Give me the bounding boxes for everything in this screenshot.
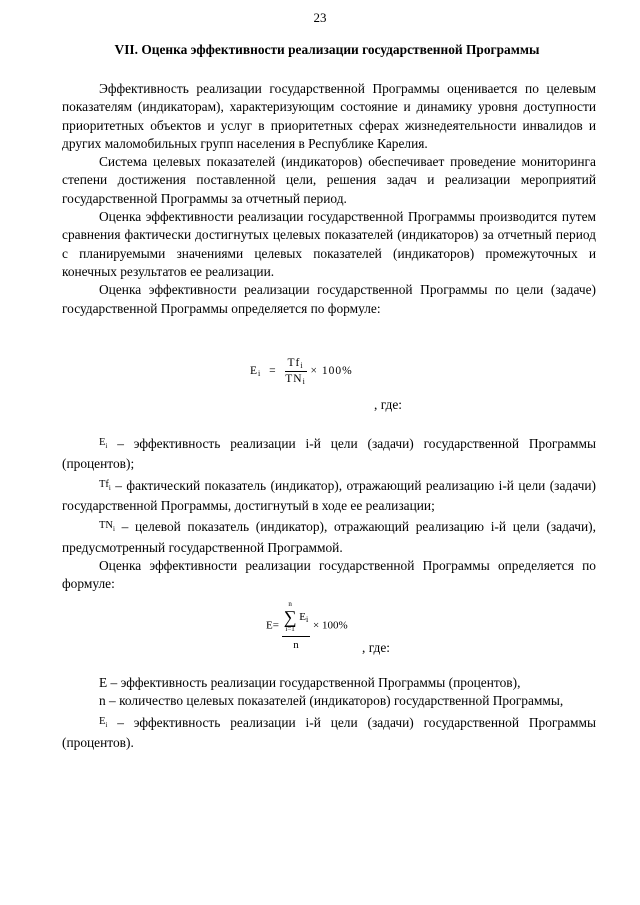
paragraph: Эффективность реализации государственной Программы оценивается по целевым показателям (индикаторам), характеризующим состояние и динамику уровня доступности приоритетных объектов и услуг в приоритетных сферах жизнедеятельности инвалидов и других маломобильных групп населения в Республике Карелия. [62,81,596,151]
term-definition: $^{Tf_i}$ – фактический показатель (индикатор), отражающий реализацию i-й цели (задачи) государственной Программы, достигнутый в ходе ее реализации; [62,477,596,514]
term-definition: $^{TN_i}$ – целевой показатель (индикатор), отражающий реализацию i-й цели (задачи), предусмотренный государственной Программой. [62,519,596,555]
where-label: , где: [374,397,402,412]
intro-paragraphs [62,80,596,318]
formula-multiplier: × 100% [310,365,353,378]
sigma-icon: n ∑ i=1 [283,600,297,633]
term-symbol: Ei [99,715,108,729]
formula-lhs: Ei [250,365,262,379]
paragraph: Оценка эффективности реализации государственной Программы производится путем сравнения фактически достигнутых целевых показателей (индикаторов) за отчетный период с планируемыми значениями целевых показателей (индикаторов) промежуточных и конечных результатов ее реализации. [62,209,596,279]
formula-fraction [285,357,307,386]
term-definition: E – эффективность реализации государственной Программы (процентов), [99,675,521,690]
formula-fraction [282,600,311,651]
formula-denominator: n [293,639,299,651]
formula-program-efficiency [266,600,348,651]
formula-denominator: TNi [285,373,306,386]
formula-goal-efficiency [250,357,353,386]
paragraph: Система целевых показателей (индикаторов) обеспечивает проведение мониторинга степени достижения поставленной цели, решения задач и реализации мероприятий государственной Программы за отчетный период. [62,154,596,206]
formula-numerator: Tfi [285,357,307,372]
formula-eq: = [269,365,277,378]
section-heading: VII. Оценка эффективности реализации государственной Программы [114,42,540,57]
paragraph: Оценка эффективности реализации государственной Программы определяется по формуле: [62,558,596,592]
term-symbol: TNi [99,520,115,534]
term-definition: n – количество целевых показателей (индикаторов) государственной Программы, [99,693,564,709]
paragraph: Оценка эффективности реализации государственной Программы по цели (задаче) государственной Программы определяется по формуле: [62,282,596,316]
term-symbol: Tfi [99,478,111,492]
term-definition: $^{E_i}$ – эффективность реализации i-й цели (задачи) государственной Программы (процентов); [62,436,596,472]
formula-multiplier: × 100% [313,619,348,632]
formula-lhs: E= [266,619,279,632]
page-number: 23 [313,10,327,25]
term-symbol: Ei [99,437,108,451]
terms-list-2 [62,674,596,752]
formula-numerator: n ∑ i=1 Ei [282,600,311,637]
term-definition: $^{E_i}$ – эффективность реализации i-й цели (задачи) государственной Программы (процентов). [62,714,596,750]
where-label-2: , где: [362,640,390,655]
terms-list-1 [62,434,596,594]
